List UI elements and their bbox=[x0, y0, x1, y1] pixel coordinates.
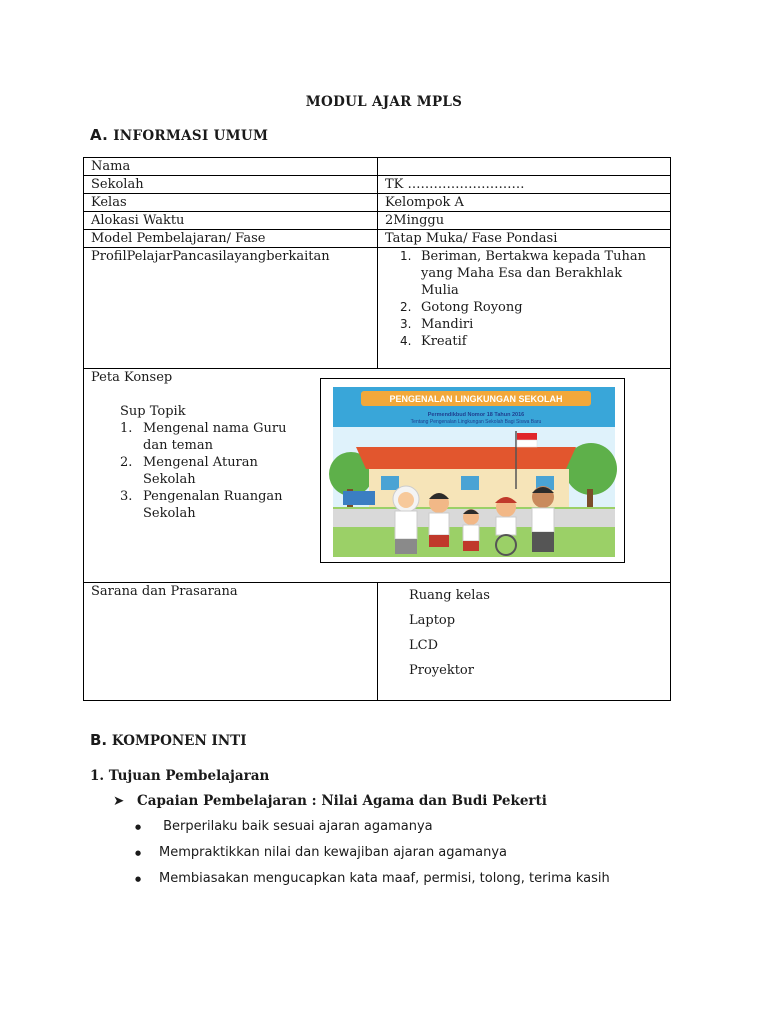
tujuan-number: 1. bbox=[90, 768, 105, 784]
list-item: Proyektor bbox=[409, 663, 474, 678]
bullet-text: Mempraktikkan nilai dan kewajiban ajaran agamanya bbox=[159, 845, 508, 860]
student-small bbox=[463, 509, 479, 551]
row-value: 2Minggu bbox=[378, 212, 671, 230]
row-label: Alokasi Waktu bbox=[84, 212, 378, 230]
peta-konsep-cell bbox=[84, 369, 671, 583]
profil-value bbox=[378, 248, 671, 369]
item-number: 2. bbox=[120, 455, 133, 470]
list-item bbox=[120, 488, 303, 522]
student-girl-hijab bbox=[393, 486, 419, 554]
school-illustration-svg bbox=[321, 379, 624, 562]
capaian-title: Capaian Pembelajaran : Nilai Agama dan Budi Pekerti bbox=[137, 793, 547, 809]
row-value bbox=[378, 158, 671, 176]
item-text: Beriman, Bertakwa kepada Tuhan yang Maha Esa dan Berakhlak Mulia bbox=[421, 249, 647, 298]
student-boy-2 bbox=[532, 486, 554, 552]
list-item: Ruang kelas bbox=[409, 588, 490, 603]
item-number: 1. bbox=[120, 421, 133, 436]
list-item: Laptop bbox=[409, 613, 456, 628]
table-row-profil bbox=[84, 248, 671, 369]
list-item bbox=[392, 248, 663, 299]
item-text: Mandiri bbox=[421, 317, 474, 332]
sub-topik-list bbox=[120, 420, 303, 522]
item-text: Pengenalan Ruangan Sekolah bbox=[143, 489, 283, 521]
item-text: Gotong Royong bbox=[421, 300, 523, 315]
section-a-heading bbox=[90, 126, 268, 144]
section-b-title: KOMPONEN INTI bbox=[111, 733, 247, 749]
flag-red bbox=[517, 433, 537, 440]
profil-list bbox=[385, 248, 663, 350]
bullet-item bbox=[135, 845, 507, 860]
document-title: MODUL AJAR MPLS bbox=[305, 94, 463, 110]
item-number: 3. bbox=[120, 489, 133, 504]
tujuan-title: Tujuan Pembelajaran bbox=[108, 768, 270, 784]
row-label: Model Pembelajaran/ Fase bbox=[84, 230, 378, 248]
row-value: Kelompok A bbox=[378, 194, 671, 212]
table-row bbox=[84, 230, 671, 248]
bullet-dot-icon: ● bbox=[135, 874, 142, 883]
bullet-dot-icon: ● bbox=[135, 822, 142, 831]
row-label: Nama bbox=[84, 158, 378, 176]
list-item bbox=[392, 299, 663, 316]
table-row bbox=[84, 194, 671, 212]
bullet-text: Membiasakan mengucapkan kata maaf, permisi, tolong, terima kasih bbox=[159, 871, 610, 886]
item-text: Mengenal Aturan Sekolah bbox=[143, 455, 258, 487]
banner-line2: Tentang Pengenalan Lingkungan Sekolah Bagi Siswa Baru bbox=[410, 419, 542, 425]
section-b-heading bbox=[90, 731, 247, 749]
sarana-label: Sarana dan Prasarana bbox=[84, 583, 378, 701]
row-label: Sekolah bbox=[84, 176, 378, 194]
list-item: LCD bbox=[409, 638, 439, 653]
bullet-item bbox=[135, 871, 610, 886]
capaian-heading bbox=[113, 793, 547, 809]
table-row bbox=[84, 158, 671, 176]
list-item bbox=[120, 420, 303, 454]
sub-topik-title: Sup Topik bbox=[120, 404, 186, 419]
tujuan-heading bbox=[90, 768, 269, 784]
profil-label: ProfilPelajarPancasilayangberkaitan bbox=[84, 248, 378, 369]
sarana-list bbox=[385, 583, 663, 683]
item-text: Kreatif bbox=[421, 334, 467, 349]
banner-line1: Permendikbud Nomor 18 Tahun 2016 bbox=[427, 412, 525, 418]
table-row bbox=[84, 176, 671, 194]
arrow-bullet-icon: ➤ bbox=[113, 793, 125, 809]
student-boy-1 bbox=[429, 493, 449, 547]
informasi-umum-table bbox=[83, 157, 671, 701]
row-label: Kelas bbox=[84, 194, 378, 212]
item-text: Mengenal nama Guru dan teman bbox=[143, 421, 287, 453]
bullet-item bbox=[135, 819, 433, 834]
banner-text: PENGENALAN LINGKUNGAN SEKOLAH bbox=[389, 394, 563, 404]
list-item bbox=[392, 333, 663, 350]
table-row-sarana bbox=[84, 583, 671, 701]
section-a-letter: A. bbox=[90, 126, 109, 144]
section-a-title: INFORMASI UMUM bbox=[113, 128, 269, 144]
item-number: 4. bbox=[400, 334, 412, 348]
peta-konsep-label: Peta Konsep bbox=[91, 370, 173, 385]
sarana-value bbox=[378, 583, 671, 701]
list-item bbox=[120, 454, 303, 488]
section-b-letter: B. bbox=[90, 731, 108, 749]
item-number: 2. bbox=[400, 300, 412, 314]
item-number: 3. bbox=[400, 317, 412, 331]
school-roof bbox=[356, 447, 576, 469]
item-number: 1. bbox=[400, 249, 412, 263]
row-value: TK ……………………… bbox=[378, 176, 671, 194]
list-item bbox=[392, 316, 663, 333]
table-row bbox=[84, 212, 671, 230]
mpls-illustration bbox=[320, 378, 625, 563]
bullet-dot-icon: ● bbox=[135, 848, 142, 857]
table-row-peta bbox=[84, 369, 671, 583]
row-value: Tatap Muka/ Fase Pondasi bbox=[378, 230, 671, 248]
bullet-text: Berperilaku baik sesuai ajaran agamanya bbox=[159, 819, 433, 834]
